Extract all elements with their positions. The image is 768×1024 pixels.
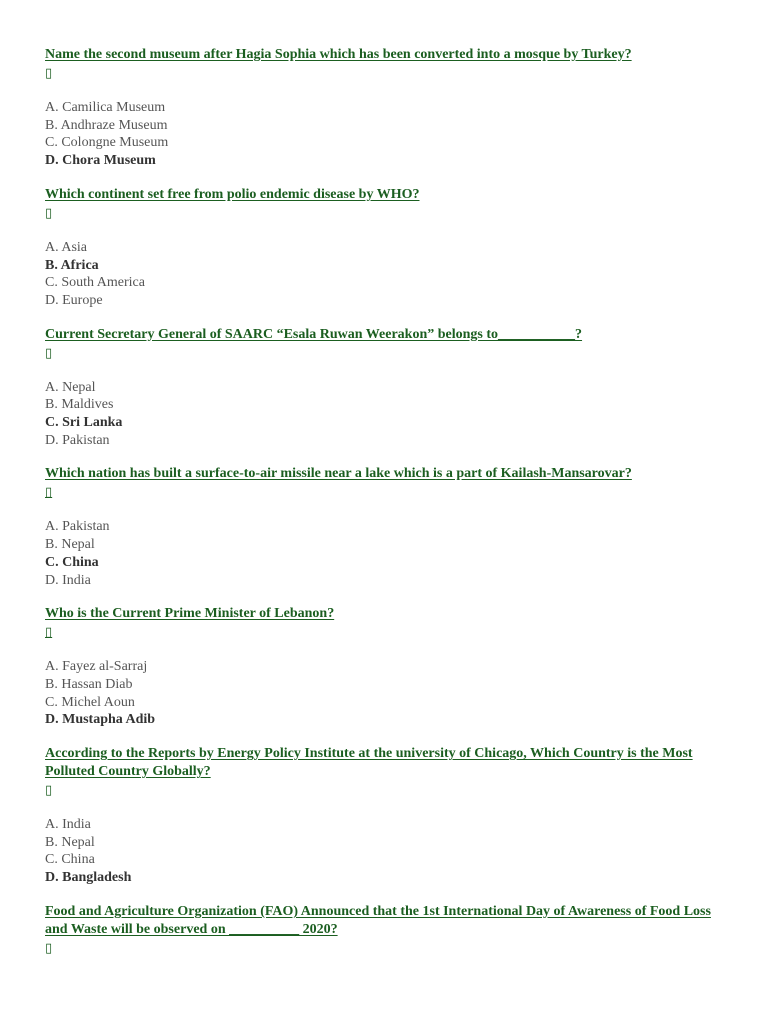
option-a: A. Pakistan xyxy=(45,519,110,535)
question-block-2 xyxy=(45,186,735,310)
option-d-correct: D. Mustapha Adib xyxy=(45,712,156,728)
question-text[interactable]: Name the second museum after Hagia Sophia which has been converted into a mosque by Turkey? xyxy=(45,47,632,62)
option-d: D. India xyxy=(45,572,91,588)
answer-toggle-icon[interactable]: ▯ xyxy=(45,484,53,500)
answer-toggle-icon[interactable]: ▯ xyxy=(45,65,53,80)
option-c: C. South America xyxy=(45,275,145,291)
quiz-page xyxy=(45,46,735,973)
option-b: B. Nepal xyxy=(45,537,95,553)
answer-toggle-icon[interactable]: ▯ xyxy=(45,624,53,640)
question-text[interactable]: Which nation has built a surface-to-air missile near a lake which is a part of Kailash-Mansarovar? xyxy=(45,466,632,482)
question-block-3 xyxy=(45,326,735,450)
question-block-5 xyxy=(45,605,735,729)
question-text[interactable]: Which continent set free from polio endemic disease by WHO? xyxy=(45,186,420,202)
question-block-1 xyxy=(45,46,735,170)
option-c-correct: C. China xyxy=(45,554,99,570)
question-text[interactable]: Food and Agriculture Organization (FAO) Announced that the 1st International Day of Awareness of Food Loss and Waste will be observed on __________ 2020? xyxy=(45,903,711,937)
option-a: A. Nepal xyxy=(45,379,96,395)
option-c: C. Michel Aoun xyxy=(45,694,135,710)
option-d-correct: D. Chora Museum xyxy=(45,153,156,169)
question-text[interactable]: Who is the Current Prime Minister of Lebanon? xyxy=(45,606,335,622)
option-d: D. Pakistan xyxy=(45,432,110,448)
answer-toggle-icon[interactable]: ▯ xyxy=(45,782,53,798)
answer-toggle-icon[interactable]: ▯ xyxy=(45,939,53,955)
option-b: B. Andhraze Museum xyxy=(45,117,168,133)
answer-toggle-icon[interactable]: ▯ xyxy=(45,344,53,360)
option-b-correct: B. Africa xyxy=(45,257,99,273)
option-b: B. Maldives xyxy=(45,397,114,413)
question-text[interactable]: Current Secretary General of SAARC “Esala Ruwan Weerakon” belongs to___________? xyxy=(45,326,583,342)
option-a: A. Camilica Museum xyxy=(45,100,166,115)
option-a: A. Fayez al-Sarraj xyxy=(45,659,148,675)
option-c: C. Colongne Museum xyxy=(45,135,169,151)
option-c: C. China xyxy=(45,852,95,868)
option-d-correct: D. Bangladesh xyxy=(45,870,132,886)
question-block-4 xyxy=(45,465,735,589)
option-b: B. Hassan Diab xyxy=(45,676,133,692)
option-a: A. India xyxy=(45,817,91,833)
question-block-6 xyxy=(45,745,735,887)
option-b: B. Nepal xyxy=(45,834,95,850)
option-a: A. Asia xyxy=(45,239,87,255)
answer-toggle-icon[interactable]: ▯ xyxy=(45,204,53,220)
question-block-7 xyxy=(45,903,735,957)
question-text[interactable]: According to the Reports by Energy Policy Institute at the university of Chicago, Which Country is the Most Polluted Country Globally? xyxy=(45,746,693,780)
option-c-correct: C. Sri Lanka xyxy=(45,415,123,431)
option-d: D. Europe xyxy=(45,292,103,308)
